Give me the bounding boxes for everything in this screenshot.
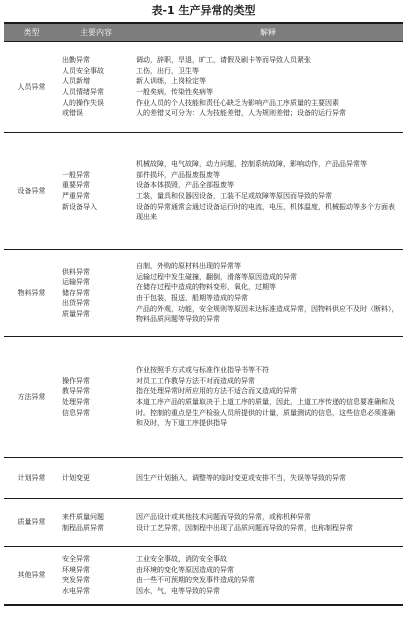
explanation-line: 人的差错又可分为：人为技能差错，人为规则差错；设备的运行异常: [136, 109, 346, 118]
content-item: 水电异常: [62, 586, 90, 595]
category-cell: 设备异常: [4, 133, 59, 250]
explanation-cell: [133, 458, 403, 499]
explanation-line: 由于包装，报送，船期等造成的异常: [136, 294, 248, 302]
content-cell: [59, 499, 133, 547]
content-item: 或错误: [62, 109, 83, 118]
content-item: 环境异常: [62, 565, 90, 574]
content-item: 人员新增: [62, 77, 90, 86]
explanation-line: 本道工序产品的质量取决于上道工序的质量，因此，上道工序传递的信息要准确和及时。控制的重点是生产检验人员所提供的计量，质量测试的信息，这些信息必须准确和及时，为下道工序提供指导: [136, 398, 395, 428]
explanation-line: 设计工艺异常，因制程中出现了品质问题而导致的异常，也称制程异常: [136, 523, 353, 532]
content-item: 操作异常: [62, 376, 90, 385]
explanation-cell: [133, 250, 403, 337]
explanation-line: 设备的异常通常会通过设备运行时的电流，电压，机体温度，机械振动等多个方面表现出来: [136, 202, 395, 222]
content-item: 来件质量问题: [62, 512, 104, 521]
column-header-explanation: 解释: [133, 23, 403, 42]
explanation-cell: [133, 547, 403, 605]
explanation-line: 设备本体损毁，产品全部报废等: [136, 181, 234, 190]
content-item: 出货异常: [62, 299, 90, 308]
content-cell: [59, 547, 133, 605]
explanation-line: 运输过程中发生碰撞，翻倒，滑落等原因造成的异常: [136, 272, 297, 281]
content-item: 运输异常: [62, 278, 90, 287]
category-cell: 人员异常: [4, 42, 59, 133]
explanation-line: 在储存过程中造成的物料变形，氧化，过期等: [136, 283, 276, 292]
table-title: 表-1 生产异常的类型: [151, 4, 256, 17]
content-item: 严重异常: [62, 192, 90, 200]
explanation-line: 自制，外购的原材料出现的异常等: [136, 262, 241, 271]
content-item: 信息异常: [62, 408, 90, 417]
explanation-line: 因产品设计或其他技术问题而导致的异常，或称机种异常: [136, 512, 311, 521]
column-header-type: 类型: [4, 23, 59, 42]
explanation-cell: [133, 499, 403, 547]
content-item: 供料异常: [62, 267, 90, 276]
explanation-cell: [133, 337, 403, 458]
explanation-cell: [133, 42, 403, 133]
content-item: 突发异常: [62, 576, 90, 585]
explanation-line: 工装，量具和仪器因设备，工装不足或故障等原因而导致的异常: [136, 192, 332, 200]
explanation-line: 部件损坏，产品报废报废等: [136, 170, 220, 179]
explanation-line: 产品的外观，功能，安全规则等原因未达标准造成异常，因物料供应不及时（断料），物料品质问题等导致的异常: [136, 304, 399, 324]
anomaly-type-table: [4, 22, 403, 606]
explanation-line: 由环境的变化等原因造成的异常: [136, 565, 234, 574]
content-item: 教导异常: [62, 387, 90, 396]
explanation-line: 因生产计划插入，调整等的临时变更或安排不当，失误等导致的异常: [136, 473, 346, 482]
explanation-cell: [133, 133, 403, 250]
explanation-line: 新人训练，上岗检定等: [136, 77, 206, 86]
content-cell: [59, 337, 133, 458]
content-cell: [59, 250, 133, 337]
table-row: [4, 133, 403, 250]
table-row: [4, 42, 403, 133]
content-cell: [59, 42, 133, 133]
explanation-line: 由一些不可预期的突发事件造成的异常: [136, 576, 255, 585]
explanation-line: 工业安全事故，消防安全事故: [136, 555, 227, 564]
explanation-line: 对员工工作教导方法不对而造成的异常: [136, 376, 255, 385]
content-item: 安全异常: [62, 555, 90, 564]
category-cell: 物料异常: [4, 250, 59, 337]
content-item: 储存异常: [62, 288, 90, 297]
content-cell: [59, 458, 133, 499]
explanation-line: 调动，辞职，旱退，旷工，请假及刷卡等而导致人员紧张: [136, 56, 311, 65]
table-row: [4, 250, 403, 337]
content-item: 人的操作失误: [62, 98, 104, 107]
explanation-line: 机械故障，电气故障，动力问题，控制系统故障，影响动作，产品品异常等: [136, 160, 367, 169]
table-row: [4, 337, 403, 458]
content-item: 计划变更: [62, 473, 90, 482]
content-item: 新设备导入: [62, 202, 97, 211]
category-cell: 计划异常: [4, 458, 59, 499]
table-header-row: [4, 23, 403, 42]
table-row: [4, 499, 403, 547]
category-cell: 质量异常: [4, 499, 59, 547]
explanation-line: 因水，气，电等导致的异常: [136, 586, 220, 595]
category-cell: 方法异常: [4, 337, 59, 458]
explanation-line: 一般矣病，传染性矣病等: [136, 88, 213, 96]
table-row: [4, 458, 403, 499]
explanation-line: 工伤，出行，卫生等: [136, 66, 199, 75]
content-item: 制程品质异常: [62, 523, 104, 532]
table-row: [4, 547, 403, 605]
explanation-line: 作业人员的个人技能和责任心缺乏为影响产品工序质量的主要因素: [136, 98, 339, 107]
explanation-line: 作业按照手方式或与标准作业指导书等不符: [136, 366, 269, 375]
content-item: 人员情绪异常: [62, 88, 104, 96]
column-header-content: 主要内容: [59, 23, 133, 42]
content-item: 重要异常: [62, 181, 90, 190]
content-item: 质量异常: [62, 309, 90, 318]
content-item: 一般异常: [62, 170, 90, 179]
content-item: 人员安全事故: [62, 66, 104, 75]
content-cell: [59, 133, 133, 250]
explanation-line: 指在处理异常时所应用的方法不适合而又造成的异常: [136, 387, 297, 396]
content-item: 出勤异常: [62, 56, 90, 65]
content-item: 处理异常: [62, 398, 90, 406]
category-cell: 其他异常: [4, 547, 59, 605]
